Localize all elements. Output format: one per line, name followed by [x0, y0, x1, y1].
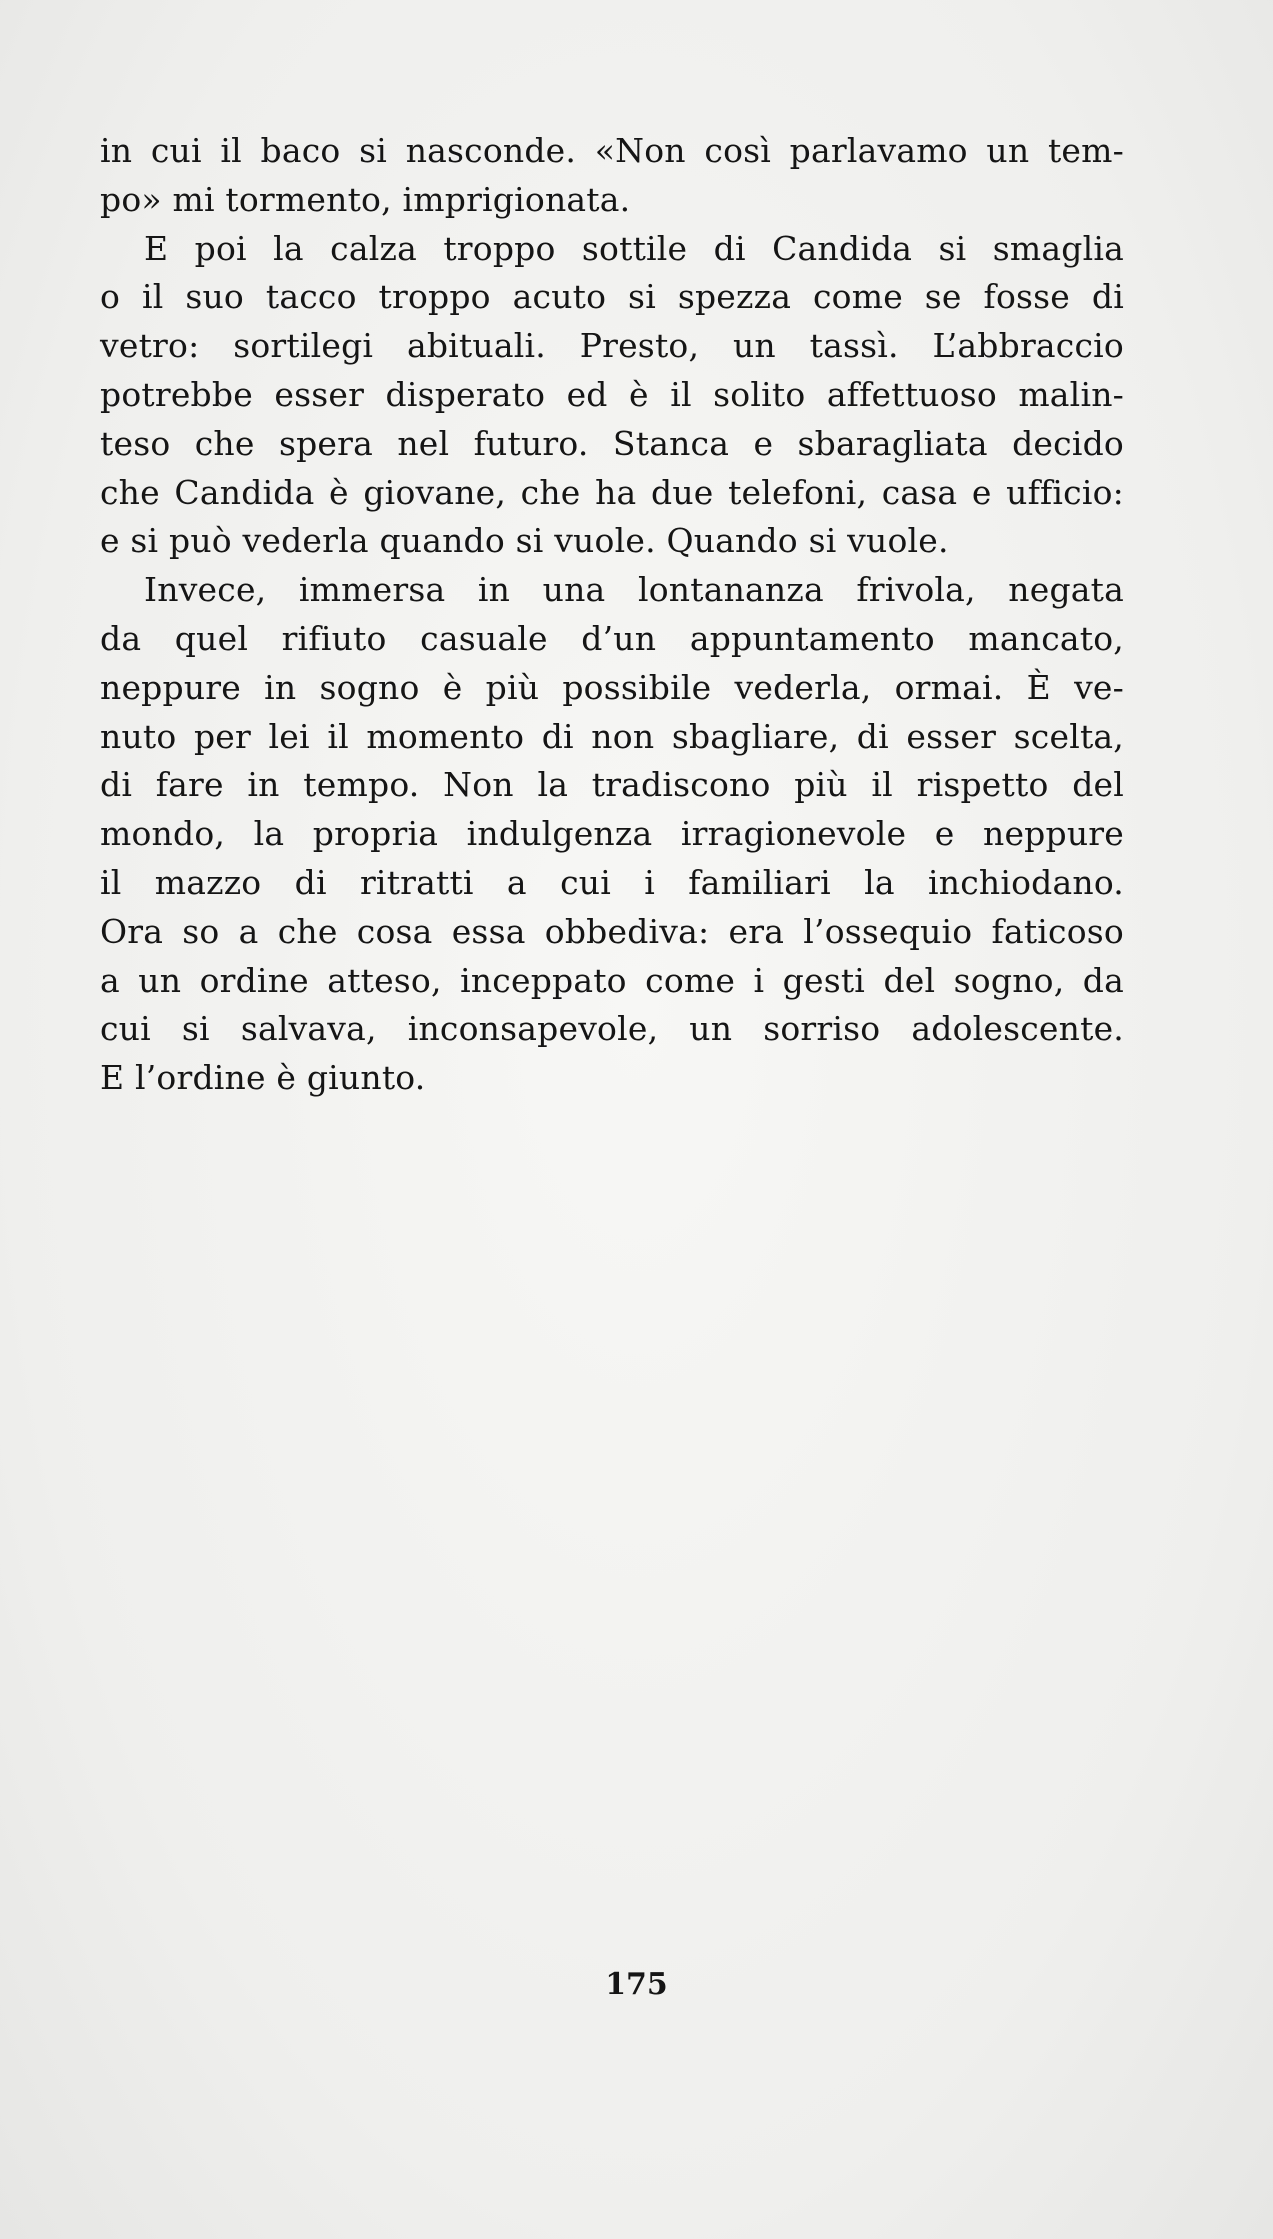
text-line: po» mi tormento, imprigionata.: [100, 179, 631, 219]
text-line: neppure in sogno è più possibile vederla, ormai. È ve-: [100, 667, 1124, 707]
text-line: il mazzo di ritratti a cui i familiari la inchiodano.: [100, 862, 1124, 902]
text-line: cui si salvava, inconsapevole, un sorriso adolescente.: [100, 1009, 1124, 1049]
text-line: E l’ordine è giunto.: [100, 1058, 426, 1098]
text-line: nuto per lei il momento di non sbagliare, di esser scelta,: [100, 716, 1124, 756]
text-line: a un ordine atteso, inceppato come i gesti del sogno, da: [100, 960, 1124, 1000]
text-line: teso che spera nel futuro. Stanca e sbaragliata decido: [100, 423, 1124, 463]
text-line: o il suo tacco troppo acuto si spezza come se fosse di: [100, 277, 1124, 317]
text-line: vetro: sortilegi abituali. Presto, un tassì. L’abbraccio: [100, 326, 1124, 366]
text-line: E poi la calza troppo sottile di Candida si smaglia: [144, 228, 1124, 268]
body-text: [100, 127, 1124, 1103]
text-line: mondo, la propria indulgenza irragionevole e neppure: [100, 814, 1124, 854]
text-line: da quel rifiuto casuale d’un appuntamento mancato,: [100, 618, 1124, 658]
text-line: Ora so a che cosa essa obbediva: era l’ossequio faticoso: [100, 911, 1124, 951]
text-line: e si può vederla quando si vuole. Quando si vuole.: [100, 521, 949, 561]
text-line: potrebbe esser disperato ed è il solito affettuoso malin-: [100, 374, 1124, 414]
text-line: in cui il baco si nasconde. «Non così parlavamo un tem-: [100, 131, 1124, 170]
page-number: 175: [605, 1967, 668, 2002]
text-line: Invece, immersa in una lontananza frivola, negata: [144, 570, 1124, 610]
text-line: di fare in tempo. Non la tradiscono più il rispetto del: [100, 765, 1124, 805]
text-line: che Candida è giovane, che ha due telefoni, casa e ufficio:: [100, 472, 1124, 512]
